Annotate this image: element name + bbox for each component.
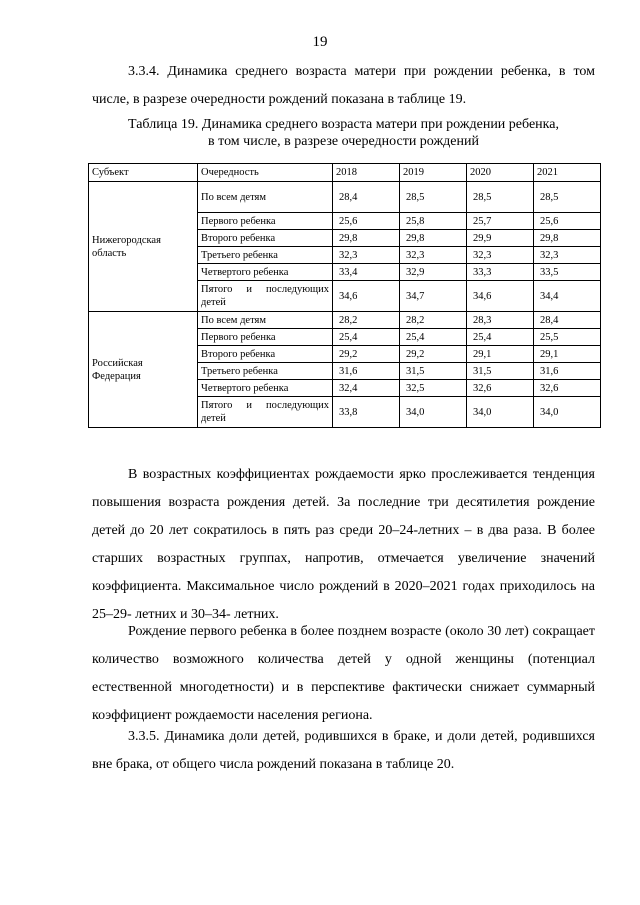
value-cell: 29,8	[333, 230, 400, 247]
value-cell: 32,6	[534, 380, 601, 397]
value-cell: 32,4	[333, 380, 400, 397]
header-cell: 2020	[467, 164, 534, 182]
value-cell: 32,3	[534, 247, 601, 264]
value-cell: 34,4	[534, 281, 601, 312]
order-cell: Первого ребенка	[198, 213, 333, 230]
intro-paragraph: 3.3.4. Динамика среднего возраста матери при рождении ребенка, в том числе, в разрезе очередности рождений показана в таблице 19.	[92, 64, 595, 107]
header-cell: 2019	[400, 164, 467, 182]
order-cell: Первого ребенка	[198, 329, 333, 346]
value-cell: 32,6	[467, 380, 534, 397]
order-cell: Второго ребенка	[198, 230, 333, 247]
value-cell: 34,0	[400, 397, 467, 428]
value-cell: 34,0	[467, 397, 534, 428]
body-paragraph-2: Рождение первого ребенка в более позднем возрасте (около 30 лет) сокращает количество возможного количества детей у одной женщины (потенциал естественной многодетности) и в перспективе фактически снижает суммарный коэффициент рождаемости населения региона.	[92, 624, 595, 723]
table-caption-line1: Таблица 19. Динамика среднего возраста матери при рождении ребенка,	[128, 117, 559, 132]
value-cell: 32,3	[400, 247, 467, 264]
value-cell: 34,6	[467, 281, 534, 312]
value-cell: 33,5	[534, 264, 601, 281]
value-cell: 25,7	[467, 213, 534, 230]
value-cell: 34,7	[400, 281, 467, 312]
order-cell: По всем детям	[198, 312, 333, 329]
value-cell: 31,5	[400, 363, 467, 380]
order-cell: Пятого и последующих детей	[198, 281, 333, 312]
table-row	[89, 312, 601, 329]
value-cell: 34,6	[333, 281, 400, 312]
value-cell: 34,0	[534, 397, 601, 428]
value-cell: 29,8	[400, 230, 467, 247]
value-cell: 28,3	[467, 312, 534, 329]
value-cell: 25,8	[400, 213, 467, 230]
order-cell: Четвертого ребенка	[198, 264, 333, 281]
table-header-row	[89, 164, 601, 182]
body-paragraph-1: В возрастных коэффициентах рождаемости ярко прослеживается тенденция повышения возраста рождения детей. За последние три десятилетия рождение детей до 20 лет сократилось в пять раз среди 20–24-летних – в два раза. В более старших возрастных группах, напротив, отмечается увеличение значений коэффициента. Максимальное число рождений в 2020–2021 годах приходилось на 25–29- летних и 30–34- летних.	[92, 467, 595, 622]
value-cell: 25,5	[534, 329, 601, 346]
value-cell: 29,1	[534, 346, 601, 363]
value-cell: 29,9	[467, 230, 534, 247]
value-cell: 29,2	[333, 346, 400, 363]
table-caption	[92, 116, 595, 150]
value-cell: 25,4	[333, 329, 400, 346]
value-cell: 28,5	[467, 182, 534, 213]
value-cell: 25,6	[333, 213, 400, 230]
value-cell: 32,3	[333, 247, 400, 264]
header-cell: Субъект	[89, 164, 198, 182]
table-caption-line2: в том числе, в разрезе очередности рождений	[208, 134, 479, 149]
value-cell: 32,5	[400, 380, 467, 397]
value-cell: 29,8	[534, 230, 601, 247]
value-cell: 25,6	[534, 213, 601, 230]
order-cell: Пятого и последующих детей	[198, 397, 333, 428]
value-cell: 31,6	[333, 363, 400, 380]
value-cell: 28,4	[333, 182, 400, 213]
header-cell: 2021	[534, 164, 601, 182]
order-cell: Четвертого ребенка	[198, 380, 333, 397]
table-row	[89, 182, 601, 213]
value-cell: 32,3	[467, 247, 534, 264]
order-cell: Третьего ребенка	[198, 363, 333, 380]
page-number: 19	[312, 34, 328, 50]
data-table	[88, 163, 601, 428]
header-cell: Очередность	[198, 164, 333, 182]
value-cell: 25,4	[467, 329, 534, 346]
value-cell: 33,8	[333, 397, 400, 428]
value-cell: 28,5	[400, 182, 467, 213]
value-cell: 31,5	[467, 363, 534, 380]
order-cell: Второго ребенка	[198, 346, 333, 363]
value-cell: 28,2	[400, 312, 467, 329]
value-cell: 31,6	[534, 363, 601, 380]
value-cell: 28,5	[534, 182, 601, 213]
body-paragraph-3: 3.3.5. Динамика доли детей, родившихся в браке, и доли детей, родившихся вне брака, от общего числа рождений показана в таблице 20.	[92, 729, 595, 772]
value-cell: 32,9	[400, 264, 467, 281]
value-cell: 28,4	[534, 312, 601, 329]
order-cell: По всем детям	[198, 182, 333, 213]
value-cell: 25,4	[400, 329, 467, 346]
order-cell: Третьего ребенка	[198, 247, 333, 264]
header-cell: 2018	[333, 164, 400, 182]
value-cell: 28,2	[333, 312, 400, 329]
value-cell: 29,1	[467, 346, 534, 363]
value-cell: 29,2	[400, 346, 467, 363]
subject-cell: Российская Федерация	[89, 312, 198, 428]
subject-cell: Нижегородская область	[89, 182, 198, 312]
value-cell: 33,3	[467, 264, 534, 281]
value-cell: 33,4	[333, 264, 400, 281]
